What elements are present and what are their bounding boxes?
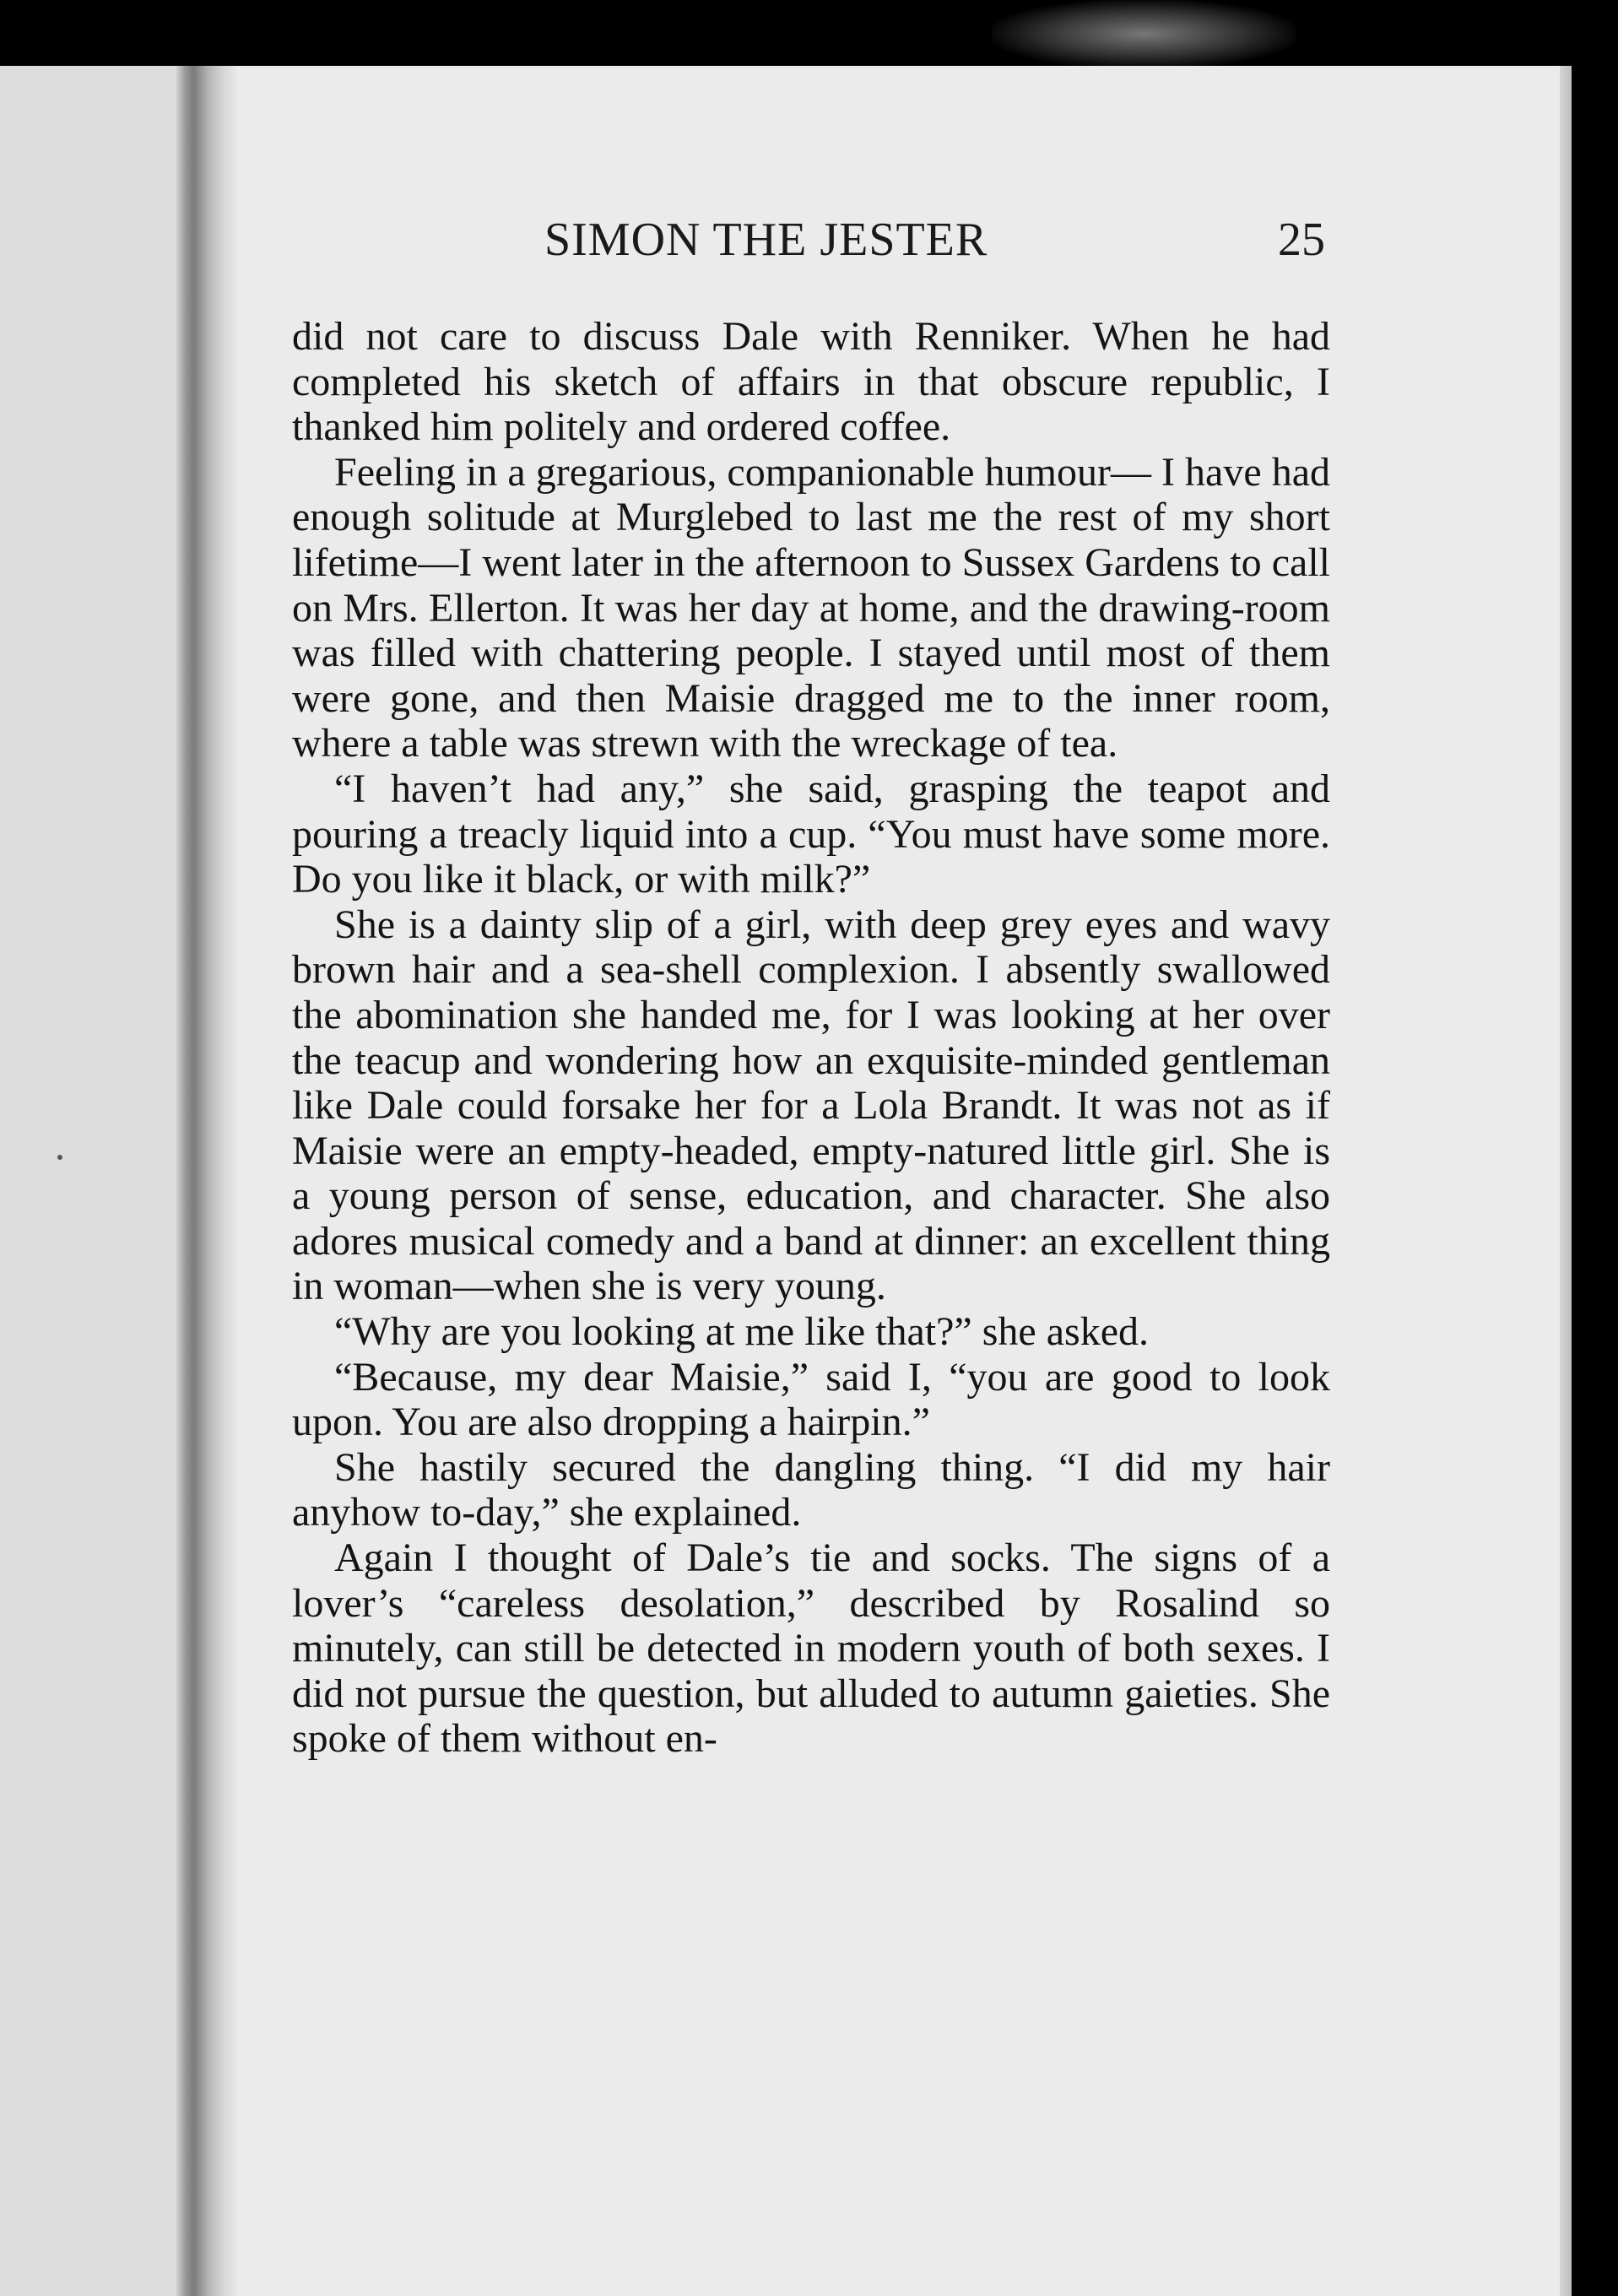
stray-mark <box>57 1155 62 1160</box>
paragraph: “I haven’t had any,” she said, grasping the teapot and pouring a treacly liquid into a cup. “You must have some more. Do you like it black, or with milk?” <box>292 766 1330 902</box>
page-edge <box>1560 66 1572 2296</box>
running-title: SIMON THE JESTER <box>544 214 988 266</box>
paragraph: She is a dainty slip of a girl, with deep grey eyes and wavy brown hair and a sea-shell complexion. I absently swallowed the abomination she handed me, for I was looking at her over the teacup and wondering how an exquisite-minded gentleman like Dale could forsake her for a Lola Brandt. It was not as if Maisie were an empty-headed, empty-natured little girl. She is a young person of sense, education, and character. She also adores musical comedy and a band at dinner: an excellent thing in woman—when she is very young. <box>292 902 1330 1309</box>
book-gutter <box>174 66 236 2296</box>
paragraph: Again I thought of Dale’s tie and socks. The signs of a lover’s “careless desolation,” described by Rosalind so minutely, can still be detected in modern youth of both sexes. I did not pursue the question, but alluded to autumn gaieties. She spoke of them without en- <box>292 1535 1330 1762</box>
page-number: 25 <box>1278 214 1325 266</box>
paragraph-continued: did not care to discuss Dale with Renniker. When he had completed his sketch of affairs in that obscure republic, I thanked him politely and ordered coffee. <box>292 314 1330 450</box>
scan-shadow <box>992 0 1296 68</box>
body-text <box>292 314 1330 1762</box>
paragraph: She hastily secured the dangling thing. “I did my hair anyhow to-day,” she explained. <box>292 1444 1330 1535</box>
paragraph: Feeling in a gregarious, companionable humour— I have had enough solitude at Murglebed to last me the rest of my short lifetime—I went later in the afternoon to Sussex Gardens to call on Mrs. Ellerton. It was her day at home, and the drawing-room was filled with chattering people. I stayed until most of them were gone, and then Maisie dragged me to the inner room, where a table was strewn with the wreckage of tea. <box>292 449 1330 766</box>
paragraph: “Because, my dear Maisie,” said I, “you are good to look upon. You are also dropping a hairpin.” <box>292 1354 1330 1445</box>
paragraph: “Why are you looking at me like that?” she asked. <box>334 1309 1149 1355</box>
running-head <box>304 213 1325 272</box>
facing-page-edge <box>0 66 181 2296</box>
